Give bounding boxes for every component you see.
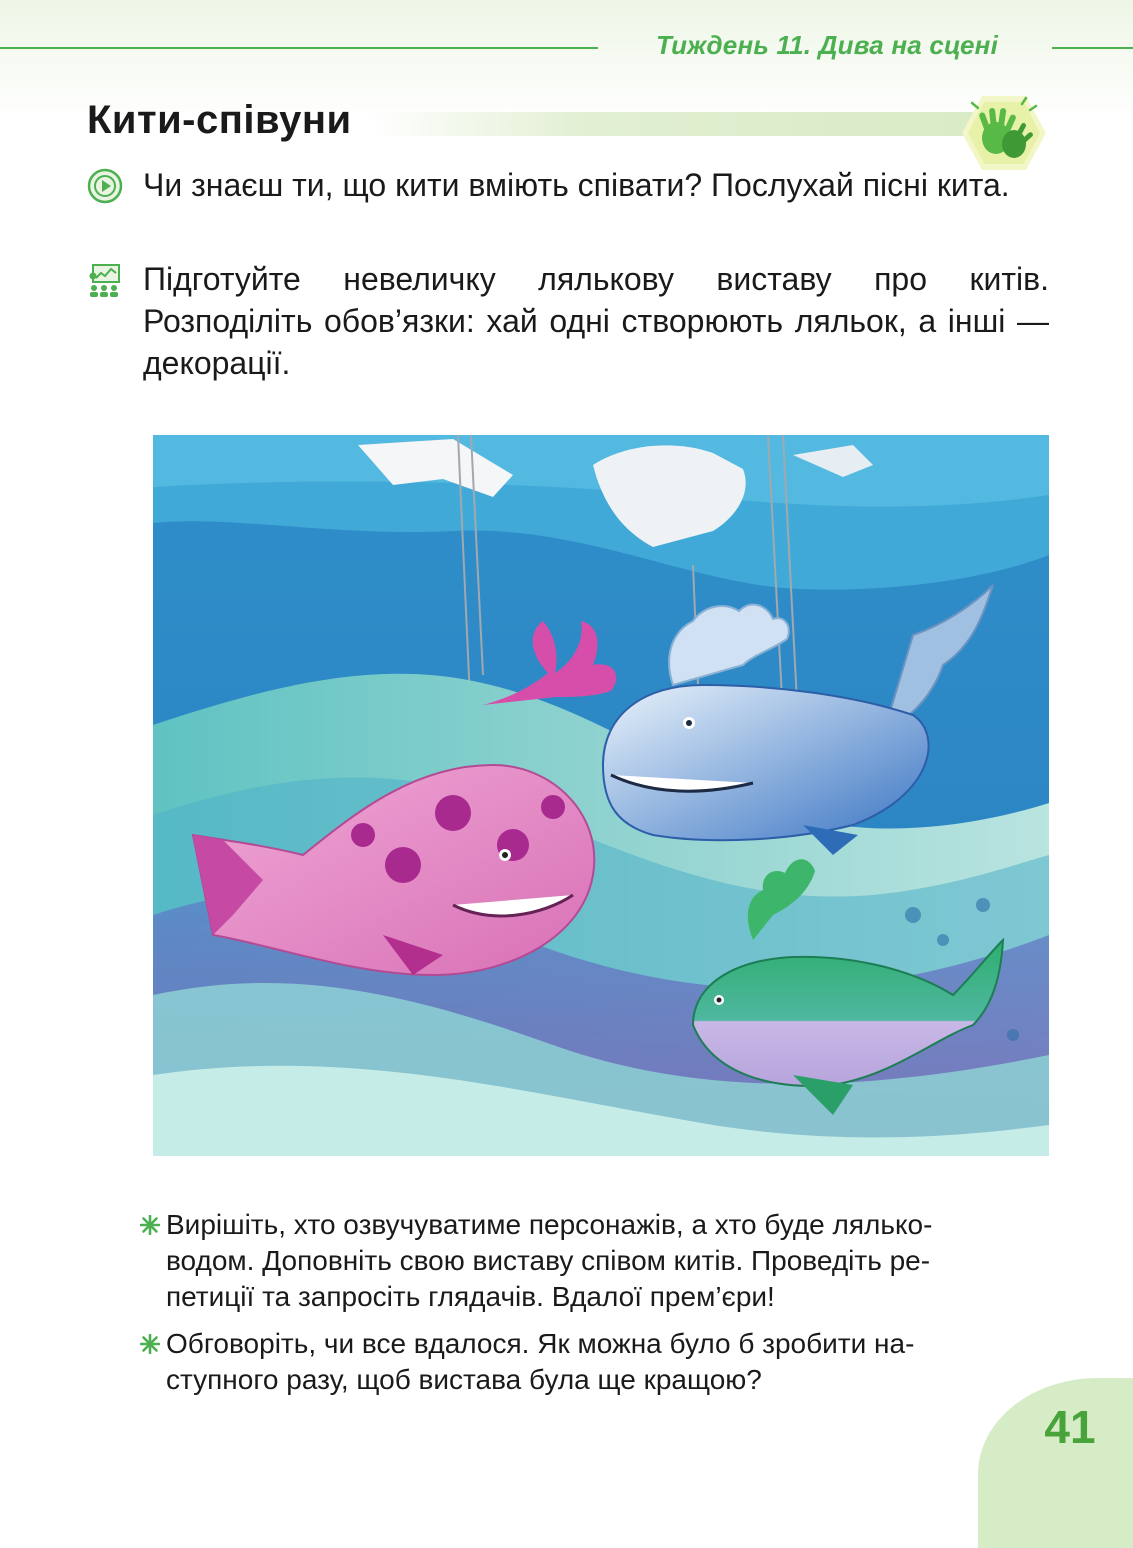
lesson-title: Кити-співуни — [87, 98, 352, 142]
green-star-icon — [140, 1334, 160, 1354]
task-puppet-show — [87, 258, 1049, 384]
header-rule-left — [0, 47, 598, 49]
hands-icon — [960, 94, 1048, 172]
bullet-text: Вирішіть, хто озвучуватиме персонажів, а хто буде лялько- водом. Доповніть свою виставу співом китів. Проведіть ре- петиції та запросіть глядачів. Вдалої прем’єри! — [166, 1209, 933, 1312]
whale-puppets-illustration — [153, 435, 1049, 1156]
task-text: Чи знаєш ти, що кити вміють співати? Послухай пісні кита. — [143, 167, 1010, 203]
page-number: 41 — [1044, 1401, 1096, 1453]
task-text: Підготуйте невеличку лялькову виставу про китів. Розподіліть обов’язки: хай одні створюють ляльок, а інші — декорації. — [143, 261, 1049, 381]
header-rule-right — [1052, 47, 1133, 49]
play-audio-icon[interactable] — [87, 168, 123, 204]
group-presentation-icon — [87, 262, 123, 298]
title-highlight-bar — [370, 112, 990, 136]
bullet-discuss — [140, 1326, 1040, 1398]
green-star-icon — [140, 1215, 160, 1235]
bullet-text: Обговоріть, чи все вдалося. Як можна було б зробити на- ступного разу, щоб вистава була ще кращою? — [166, 1328, 915, 1395]
task-listen — [87, 164, 1049, 206]
week-header: Тиждень 11. Дива на сцені — [656, 30, 998, 60]
bullet-roles — [140, 1207, 1040, 1315]
